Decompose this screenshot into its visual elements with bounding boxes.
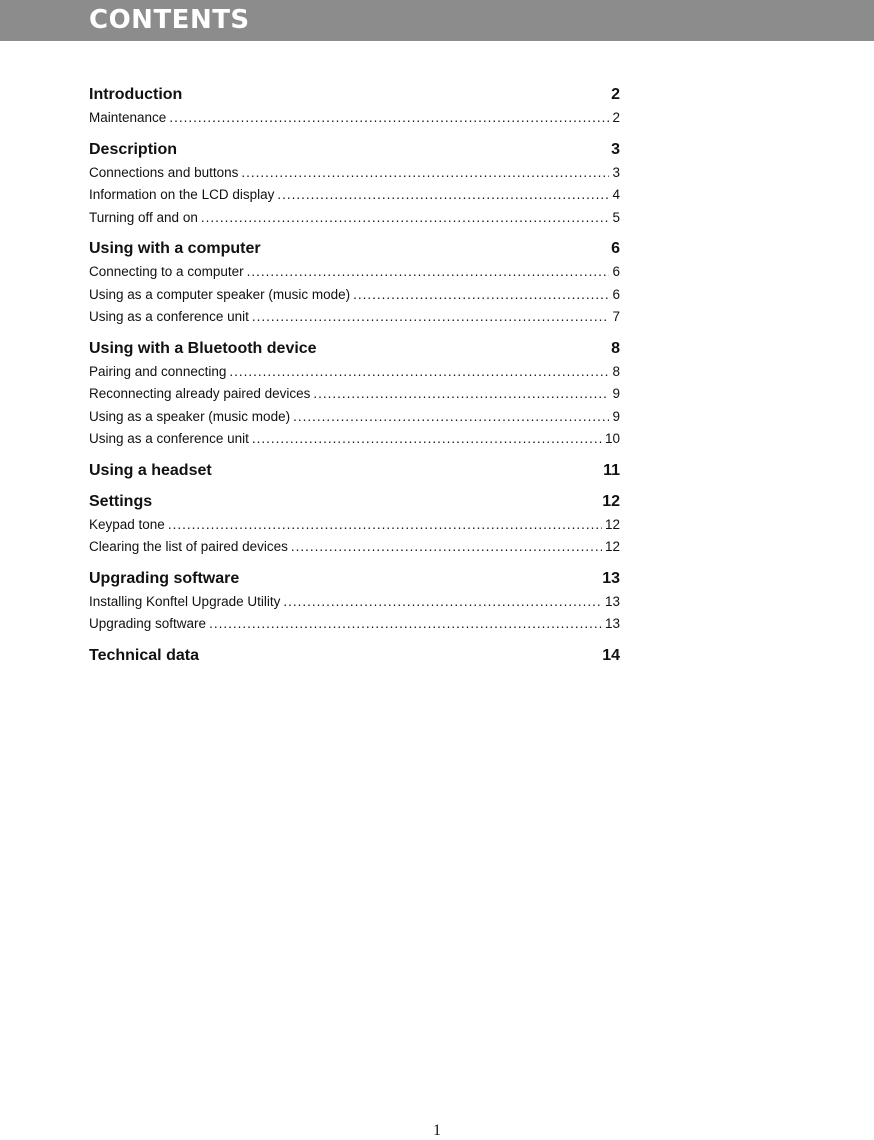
page-number: 1 <box>433 1122 441 1139</box>
entry-page: 6 <box>612 286 620 302</box>
section-title: Description <box>89 140 178 158</box>
entry-label: Turning off and on <box>89 209 198 225</box>
entry-label: Upgrading software <box>89 616 207 631</box>
toc-section-description <box>89 139 620 230</box>
dot-leader <box>169 107 609 130</box>
entry-label: Information on the LCD display <box>89 187 275 202</box>
toc-entry[interactable] <box>89 361 620 384</box>
entry-label: Connections and buttons <box>89 164 239 180</box>
toc-section-heading[interactable] <box>89 460 620 482</box>
section-page: 2 <box>611 86 620 103</box>
entry-page: 10 <box>604 431 620 446</box>
toc-entry[interactable] <box>89 261 620 284</box>
section-title: Introduction <box>89 86 183 103</box>
toc-entry[interactable] <box>89 207 620 230</box>
toc-entry[interactable] <box>89 306 620 329</box>
section-title: Using with a Bluetooth device <box>89 339 317 357</box>
toc-entry[interactable] <box>89 383 620 406</box>
toc-entry[interactable] <box>89 162 620 185</box>
entry-label: Clearing the list of paired devices <box>89 539 288 554</box>
entry-page: 6 <box>612 264 620 279</box>
entry-page: 3 <box>612 164 620 180</box>
section-page: 6 <box>611 240 620 257</box>
toc-entry[interactable] <box>89 591 620 614</box>
toc-section-settings <box>89 491 620 559</box>
section-page: 8 <box>611 339 620 357</box>
toc-section-heading[interactable] <box>89 238 620 260</box>
toc-entry[interactable] <box>89 284 620 307</box>
entry-label: Pairing and connecting <box>89 363 227 379</box>
section-title: Upgrading software <box>89 569 240 587</box>
entry-page: 9 <box>612 386 620 401</box>
toc-section-heading[interactable] <box>89 645 620 667</box>
entry-page: 9 <box>612 408 620 424</box>
dot-leader <box>241 162 609 185</box>
entry-label: Using as a speaker (music mode) <box>89 408 291 424</box>
section-page: 13 <box>602 569 620 587</box>
dot-leader <box>247 261 610 284</box>
dot-leader <box>168 514 602 537</box>
entry-page: 4 <box>612 187 620 202</box>
dot-leader <box>293 406 609 429</box>
toc-entry[interactable] <box>89 406 620 429</box>
toc-section-technical-data <box>89 645 620 667</box>
table-of-contents <box>89 84 620 676</box>
toc-entry[interactable] <box>89 514 620 537</box>
toc-section-heading[interactable] <box>89 491 620 513</box>
entry-label: Using as a computer speaker (music mode) <box>89 286 351 302</box>
toc-section-using-with-computer <box>89 238 620 329</box>
toc-section-heading[interactable] <box>89 338 620 360</box>
entry-label: Using as a conference unit <box>89 309 249 324</box>
dot-leader <box>229 361 609 384</box>
section-title: Using a headset <box>89 461 212 479</box>
page-title: CONTENTS <box>89 5 250 35</box>
toc-section-using-with-bluetooth <box>89 338 620 451</box>
entry-page: 12 <box>604 516 620 532</box>
section-page: 3 <box>611 140 620 158</box>
dot-leader <box>252 306 610 329</box>
dot-leader <box>291 536 602 559</box>
toc-section-introduction <box>89 84 620 130</box>
toc-entry[interactable] <box>89 613 620 636</box>
toc-section-upgrading-software <box>89 568 620 636</box>
entry-label: Using as a conference unit <box>89 431 249 446</box>
dot-leader <box>252 428 602 451</box>
entry-label: Installing Konftel Upgrade Utility <box>89 593 281 609</box>
entry-page: 5 <box>612 209 620 225</box>
toc-section-heading[interactable] <box>89 84 620 106</box>
dot-leader <box>313 383 609 406</box>
entry-label: Maintenance <box>89 110 167 125</box>
entry-page: 8 <box>612 363 620 379</box>
section-title: Using with a computer <box>89 240 261 257</box>
header-bar <box>0 0 874 41</box>
toc-entry[interactable] <box>89 536 620 559</box>
entry-label: Keypad tone <box>89 516 165 532</box>
entry-label: Reconnecting already paired devices <box>89 386 311 401</box>
toc-section-heading[interactable] <box>89 568 620 590</box>
dot-leader <box>277 184 609 207</box>
dot-leader <box>353 284 609 307</box>
toc-section-using-headset <box>89 460 620 482</box>
dot-leader <box>283 591 602 614</box>
section-title: Settings <box>89 492 153 510</box>
toc-entry[interactable] <box>89 184 620 207</box>
section-page: 14 <box>602 646 620 664</box>
dot-leader <box>201 207 610 230</box>
entry-label: Connecting to a computer <box>89 264 244 279</box>
section-page: 12 <box>602 492 620 510</box>
dot-leader <box>209 613 602 636</box>
entry-page: 13 <box>604 616 620 631</box>
toc-section-heading[interactable] <box>89 139 620 161</box>
toc-entry[interactable] <box>89 107 620 130</box>
entry-page: 7 <box>612 309 620 324</box>
toc-entry[interactable] <box>89 428 620 451</box>
entry-page: 2 <box>612 110 620 125</box>
section-page: 11 <box>603 461 620 479</box>
entry-page: 13 <box>604 593 620 609</box>
section-title: Technical data <box>89 646 199 664</box>
entry-page: 12 <box>604 539 620 554</box>
